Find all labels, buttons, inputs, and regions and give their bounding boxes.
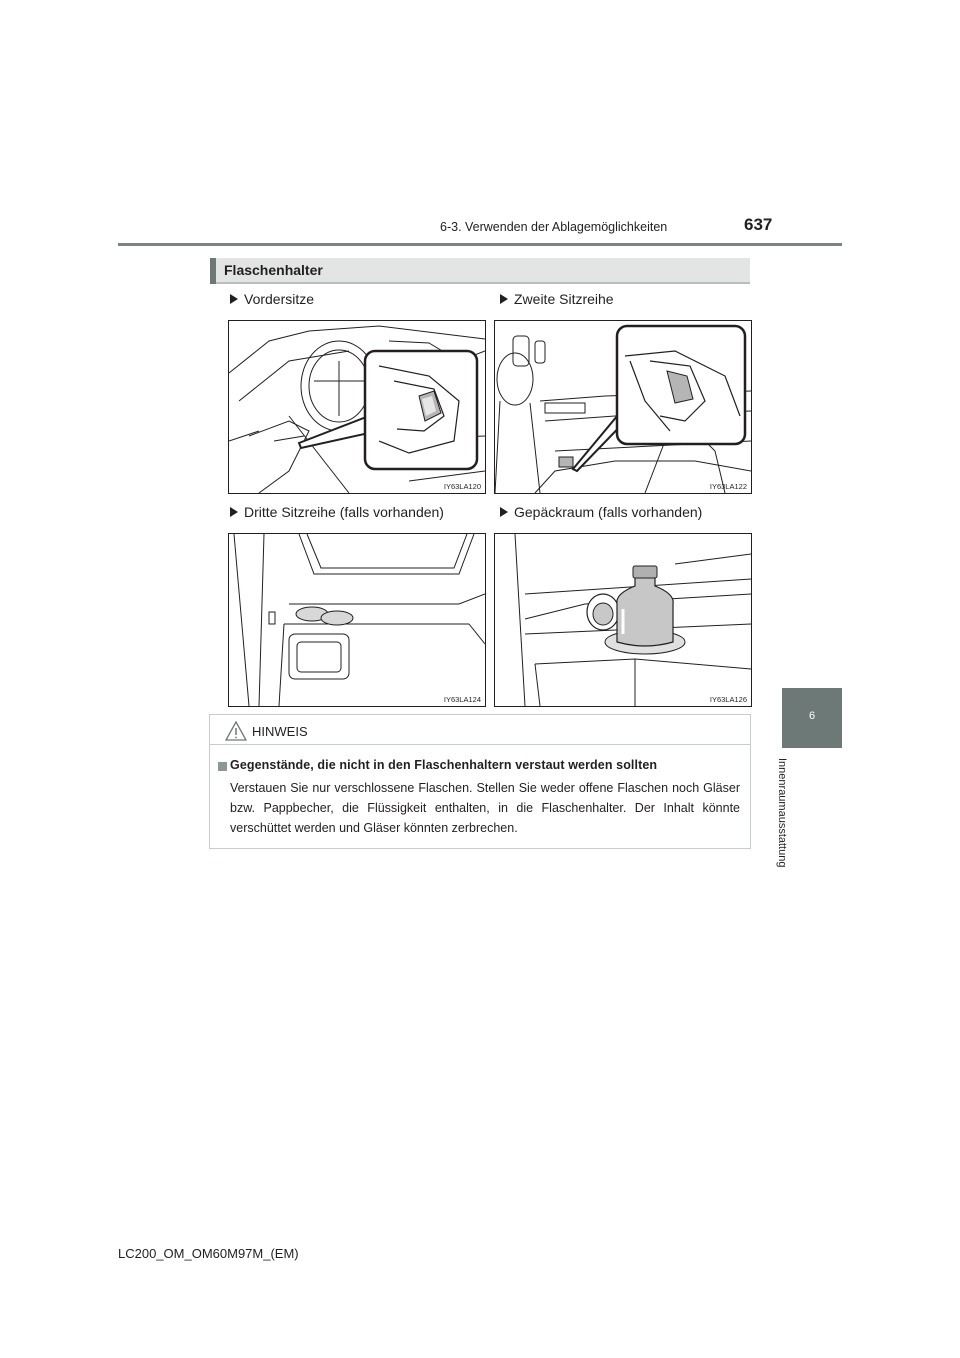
- chapter-side-label: [776, 758, 806, 898]
- triangle-bullet-icon: [230, 507, 238, 517]
- triangle-bullet-icon: [230, 294, 238, 304]
- figure-label-text: Vordersitze: [244, 291, 315, 307]
- front-seats-illustration: [229, 321, 485, 493]
- triangle-bullet-icon: [500, 507, 508, 517]
- figure-code: IY63LA122: [709, 482, 747, 491]
- figure-label-text: Dritte Sitzreihe (falls vorhanden): [244, 504, 444, 520]
- figure-second-row: [494, 320, 752, 494]
- figure-code: IY63LA120: [443, 482, 481, 491]
- figure-third-row: [228, 533, 486, 707]
- figure-label-second-row: [500, 291, 614, 307]
- header-section-title: 6-3. Verwenden der Ablagemöglichkeiten: [440, 220, 668, 234]
- notice-divider: [210, 744, 750, 745]
- chapter-tab: 6: [782, 688, 842, 748]
- section-accent: [210, 258, 216, 284]
- figure-luggage: [494, 533, 752, 707]
- figure-code: IY63LA124: [443, 695, 481, 704]
- figure-front-seats: [228, 320, 486, 494]
- page-number: 637: [744, 215, 773, 234]
- section-title: Flaschenhalter: [224, 262, 323, 278]
- figure-label-luggage: [500, 504, 702, 520]
- figure-label-text: Gepäckraum (falls vorhanden): [514, 504, 703, 520]
- triangle-bullet-icon: [500, 294, 508, 304]
- notice-body: Verstauen Sie nur verschlossene Flaschen. Stellen Sie weder offene Flaschen noch Gläser bzw. Pappbecher, die Flüssigkeit enthalten, in die Flaschenhalter. Der Inhalt könnte verschüttet werden und Gläser könnten zerbrechen.: [230, 781, 740, 835]
- notice-heading: Gegenstände, die nicht in den Flaschenhaltern verstaut werden sollten: [230, 758, 658, 772]
- figure-code: IY63LA126: [709, 695, 747, 704]
- header-rule: [118, 243, 842, 246]
- notice-title: HINWEIS: [252, 724, 308, 739]
- third-row-illustration: [229, 534, 485, 706]
- second-row-illustration: [495, 321, 751, 493]
- luggage-illustration: [495, 534, 751, 706]
- chapter-side-label-text: Innenraumausstattung: [776, 758, 788, 868]
- square-bullet-icon: [218, 762, 227, 771]
- footer-doc-id: LC200_OM_OM60M97M_(EM): [118, 1246, 299, 1261]
- figure-label-text: Zweite Sitzreihe: [514, 291, 614, 307]
- figure-label-front-seats: [230, 291, 314, 307]
- figure-label-third-row: [230, 504, 444, 520]
- warning-triangle-icon: [224, 720, 248, 747]
